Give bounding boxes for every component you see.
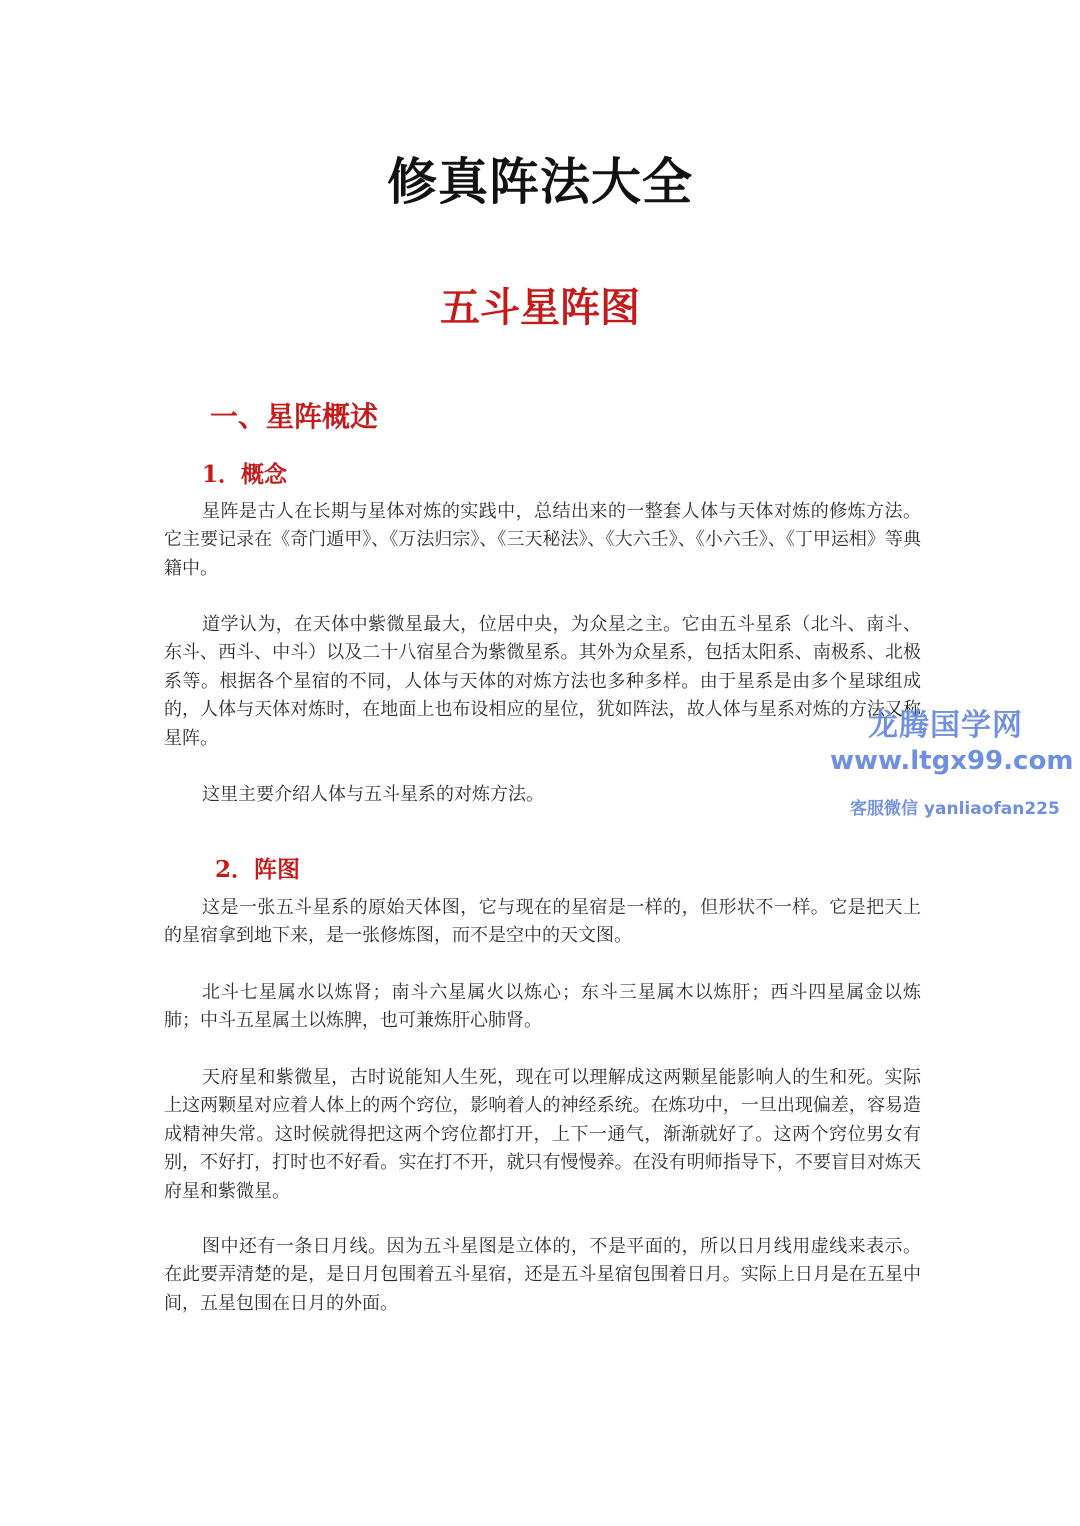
paragraph: 这里主要介绍人体与五斗星系的对炼方法。 xyxy=(202,784,544,805)
watermark-site-name: 龙腾国学网 xyxy=(868,708,1023,743)
document-title: 修真阵法大全 xyxy=(387,152,693,211)
paragraph: 天府星和紫微星，古时说能知人生死，现在可以理解成这两颗星能影响人的生和死。实际上这两颗星对应着人体上的两个窍位，影响着人的神经系统。在炼功中，一旦出现偏差，容易造成精神失常。这时候就得把这两个窍位都打开，上下一通气，渐渐就好了。这两个窍位男女有别，不好打，打时也不好看。实在打不开，就只有慢慢养。在没有明师指导下，不要盲目对炼天府星和紫微星。 xyxy=(164,1067,921,1202)
section-heading: 一、星阵概述 xyxy=(210,400,379,433)
subsection-heading-concept: 1．概念 xyxy=(202,461,288,488)
paragraph: 道学认为，在天体中紫微星最大，位居中央，为众星之主。它由五斗星系（北斗、南斗、东斗、西斗、中斗）以及二十八宿星合为紫微星系。其外为众星系，包括太阳系、南极系、北极系等。根据各个星宿的不同，人体与天体的对炼方法也多种多样。由于星系是由多个星球组成的，人体与天体对炼时，在地面上也布设相应的星位，犹如阵法，故人体与星系对炼的方法又称星阵。 xyxy=(164,614,921,749)
subsection-heading-diagram: 2．阵图 xyxy=(215,856,301,883)
document-subtitle: 五斗星阵图 xyxy=(440,284,640,331)
watermark-url: www.ltgx99.com xyxy=(830,746,1074,776)
paragraph: 这是一张五斗星系的原始天体图，它与现在的星宿是一样的，但形状不一样。它是把天上的星宿拿到地下来，是一张修炼图，而不是空中的天文图。 xyxy=(164,897,921,947)
paragraph: 北斗七星属水以炼肾；南斗六星属火以炼心；东斗三星属木以炼肝；西斗四星属金以炼肺；中斗五星属土以炼脾，也可兼炼肝心肺肾。 xyxy=(164,982,921,1032)
paragraph: 图中还有一条日月线。因为五斗星图是立体的，不是平面的，所以日月线用虚线来表示。在此要弄清楚的是，是日月包围着五斗星宿，还是五斗星宿包围着日月。实际上日月是在五星中间，五星包围在日月的外面。 xyxy=(164,1236,921,1314)
watermark-contact: 客服微信 yanliaofan225 xyxy=(850,799,1060,819)
paragraph: 星阵是古人在长期与星体对炼的实践中，总结出来的一整套人体与天体对炼的修炼方法。它主要记录在《奇门遁甲》、《万法归宗》、《三天秘法》、《大六壬》、《小六壬》、《丁甲运相》等典籍中。 xyxy=(164,501,921,579)
